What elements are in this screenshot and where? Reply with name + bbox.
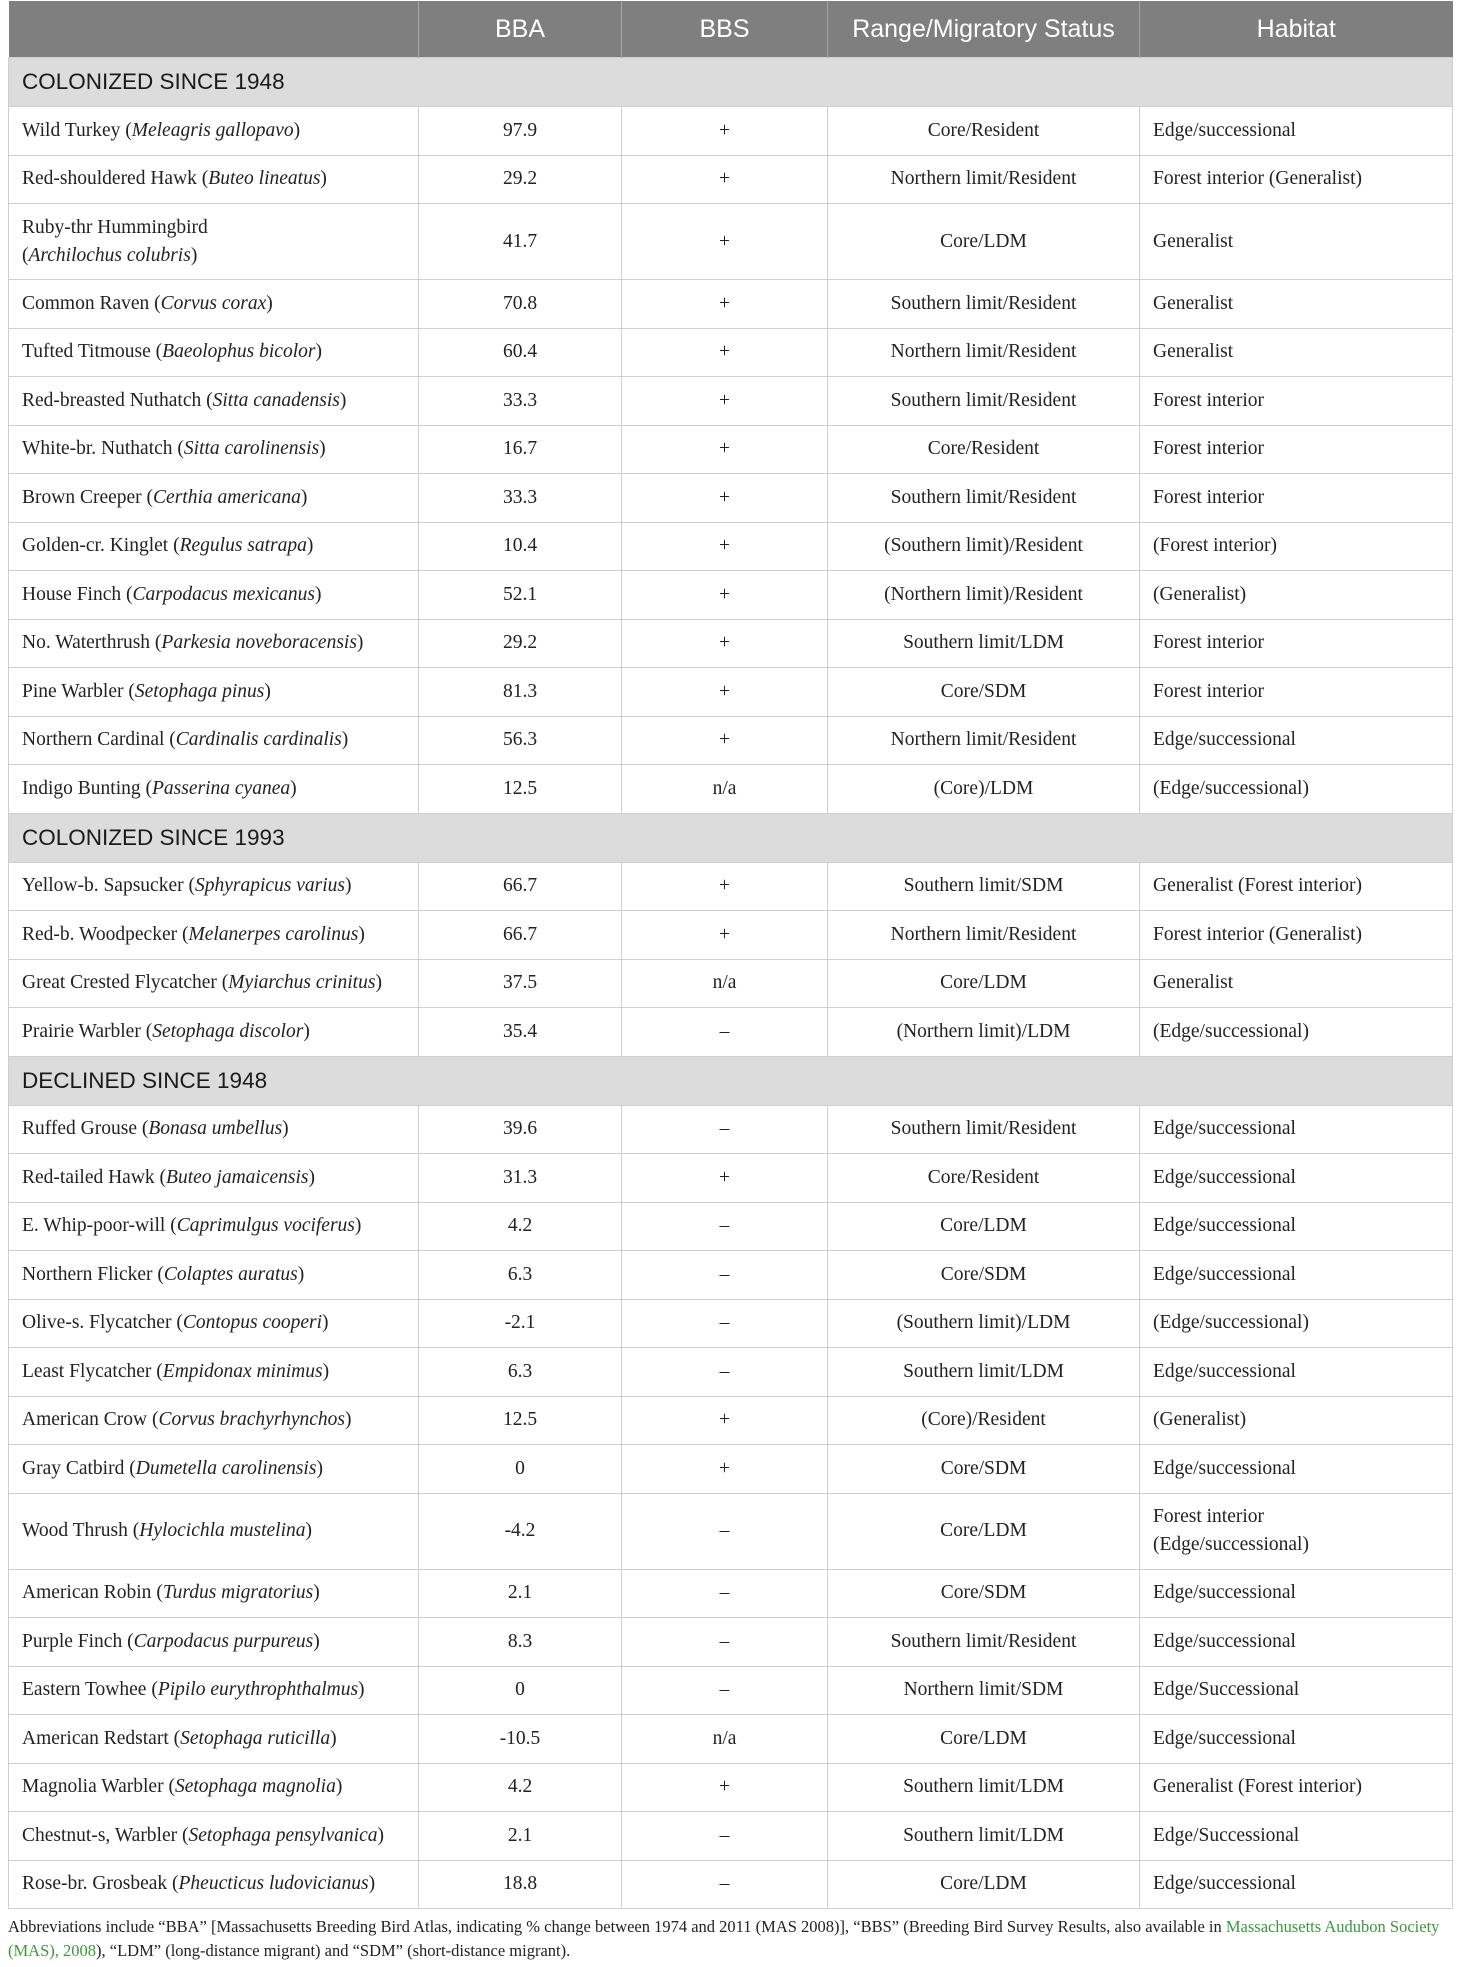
common-name: American Redstart: [22, 1727, 169, 1749]
scientific-name: Caprimulgus vociferus: [176, 1215, 355, 1237]
species-cell: Gray Catbird (Dumetella carolinensis): [9, 1445, 419, 1494]
range-status: Northern limit/Resident: [828, 328, 1140, 377]
species-cell: Wood Thrush (Hylocichla mustelina): [9, 1493, 419, 1569]
common-name: Tufted Titmouse: [22, 341, 151, 363]
table-row: [9, 1299, 1453, 1348]
habitat: Forest interior: [1140, 474, 1453, 523]
common-name: E. Whip-poor-will: [22, 1215, 166, 1237]
footnote-text-after: ), “LDM” (long-distance migrant) and “SDM” (short-distance migrant).: [96, 1941, 571, 1960]
species-cell: Great Crested Flycatcher (Myiarchus crinitus): [9, 959, 419, 1008]
range-status: Northern limit/SDM: [828, 1666, 1140, 1715]
bbs-value: +: [622, 1763, 828, 1812]
section-title: COLONIZED SINCE 1993: [9, 813, 1453, 862]
bbs-value: –: [622, 1618, 828, 1667]
species-cell: American Redstart (Setophaga ruticilla): [9, 1715, 419, 1764]
footnote-link[interactable]: Massachusetts Audubon Society (MAS), 2008: [8, 1917, 1440, 1960]
table-row: [9, 668, 1453, 717]
species-cell: Red-tailed Hawk (Buteo jamaicensis): [9, 1154, 419, 1203]
scientific-name: Pheucticus ludovicianus: [178, 1873, 369, 1895]
bba-value: 37.5: [419, 959, 622, 1008]
species-cell: Magnolia Warbler (Setophaga magnolia): [9, 1763, 419, 1812]
habitat: Generalist (Forest interior): [1140, 1763, 1453, 1812]
range-status: (Southern limit)/LDM: [828, 1299, 1140, 1348]
habitat: Forest interior: [1140, 425, 1453, 474]
species-cell: Indigo Bunting (Passerina cyanea): [9, 765, 419, 814]
species-cell: Pine Warbler (Setophaga pinus): [9, 668, 419, 717]
scientific-name: Sitta canadensis: [212, 389, 340, 411]
scientific-name: Buteo jamaicensis: [166, 1166, 309, 1188]
species-cell: Olive-s. Flycatcher (Contopus cooperi): [9, 1299, 419, 1348]
species-cell: Ruby-thr Hummingbird (Archilochus colubris): [9, 204, 419, 280]
common-name: Common Raven: [22, 292, 150, 314]
table-row: [9, 1569, 1453, 1618]
bbs-value: +: [622, 377, 828, 426]
table-row: [9, 1812, 1453, 1861]
bbs-value: +: [622, 668, 828, 717]
scientific-name: Setophaga magnolia: [174, 1776, 336, 1798]
bba-value: 4.2: [419, 1202, 622, 1251]
species-cell: Tufted Titmouse (Baeolophus bicolor): [9, 328, 419, 377]
scientific-name: Setophaga pensylvanica: [188, 1824, 378, 1846]
common-name: Northern Cardinal: [22, 729, 165, 751]
range-status: Northern limit/Resident: [828, 155, 1140, 204]
scientific-name: Carpodacus mexicanus: [132, 583, 316, 605]
habitat: (Edge/successional): [1140, 1299, 1453, 1348]
common-name: Northern Flicker: [22, 1263, 153, 1285]
species-cell: Rose-br. Grosbeak (Pheucticus ludovicianus): [9, 1860, 419, 1909]
table-row: [9, 377, 1453, 426]
range-status: Core/LDM: [828, 1715, 1140, 1764]
common-name: Red-breasted Nuthatch: [22, 389, 202, 411]
common-name: Least Flycatcher: [22, 1360, 152, 1382]
habitat: Forest interior (Generalist): [1140, 155, 1453, 204]
species-cell: Prairie Warbler (Setophaga discolor): [9, 1008, 419, 1057]
scientific-name: Setophaga pinus: [134, 680, 265, 702]
bbs-value: –: [622, 1860, 828, 1909]
bbs-value: –: [622, 1493, 828, 1569]
header-habitat: Habitat: [1140, 1, 1453, 58]
range-status: Southern limit/SDM: [828, 862, 1140, 911]
scientific-name: Passerina cyanea: [152, 777, 291, 799]
bbs-value: +: [622, 204, 828, 280]
common-name: House Finch: [22, 583, 122, 605]
habitat: Edge/successional: [1140, 1154, 1453, 1203]
habitat: Edge/successional: [1140, 1569, 1453, 1618]
habitat: Edge/successional: [1140, 1445, 1453, 1494]
table-row: [9, 1763, 1453, 1812]
species-cell: Red-breasted Nuthatch (Sitta canadensis): [9, 377, 419, 426]
header-species: [9, 1, 419, 58]
table-row: [9, 1008, 1453, 1057]
table-row: [9, 1154, 1453, 1203]
common-name: Wood Thrush: [22, 1520, 128, 1541]
table-row: [9, 107, 1453, 156]
table-row: [9, 1251, 1453, 1300]
range-status: Core/LDM: [828, 204, 1140, 280]
table-row: [9, 1493, 1453, 1569]
bba-value: 52.1: [419, 571, 622, 620]
bbs-value: +: [622, 280, 828, 329]
scientific-name: Baeolophus bicolor: [162, 341, 316, 363]
bbs-value: n/a: [622, 1715, 828, 1764]
scientific-name: Colaptes auratus: [163, 1263, 298, 1285]
range-status: (Core)/Resident: [828, 1396, 1140, 1445]
scientific-name: Certhia americana: [153, 486, 301, 508]
range-status: Core/SDM: [828, 1251, 1140, 1300]
bbs-value: n/a: [622, 959, 828, 1008]
habitat: Forest interior (Edge/successional): [1140, 1493, 1453, 1569]
scientific-name: Setophaga discolor: [152, 1020, 304, 1042]
habitat: Edge/successional: [1140, 1105, 1453, 1154]
common-name: Chestnut-s, Warbler: [22, 1824, 178, 1846]
table-row: [9, 765, 1453, 814]
table-row: [9, 425, 1453, 474]
species-cell: Brown Creeper (Certhia americana): [9, 474, 419, 523]
habitat: (Generalist): [1140, 1396, 1453, 1445]
table-row: [9, 474, 1453, 523]
table-row: [9, 328, 1453, 377]
bbs-value: +: [622, 328, 828, 377]
species-cell: Chestnut-s, Warbler (Setophaga pensylvanica): [9, 1812, 419, 1861]
bba-value: 6.3: [419, 1251, 622, 1300]
common-name: Great Crested Flycatcher: [22, 972, 217, 994]
species-cell: Northern Flicker (Colaptes auratus): [9, 1251, 419, 1300]
common-name: American Crow: [22, 1409, 148, 1431]
range-status: Core/LDM: [828, 1493, 1140, 1569]
bba-value: 35.4: [419, 1008, 622, 1057]
table-row: [9, 571, 1453, 620]
range-status: Southern limit/LDM: [828, 1812, 1140, 1861]
bbs-value: +: [622, 425, 828, 474]
bbs-value: –: [622, 1202, 828, 1251]
habitat: Edge/successional: [1140, 1618, 1453, 1667]
bbs-value: +: [622, 571, 828, 620]
common-name: Red-shouldered Hawk: [22, 168, 197, 190]
species-cell: Wild Turkey (Meleagris gallopavo): [9, 107, 419, 156]
table-row: [9, 1860, 1453, 1909]
common-name: Eastern Towhee: [22, 1679, 147, 1701]
habitat: Forest interior: [1140, 668, 1453, 717]
common-name: Brown Creeper: [22, 486, 142, 508]
range-status: Southern limit/Resident: [828, 474, 1140, 523]
range-status: Northern limit/Resident: [828, 911, 1140, 960]
table-row: [9, 1715, 1453, 1764]
footnote-text-before: Abbreviations include “BBA” [Massachusetts Breeding Bird Atlas, indicating % change between 1974 and 2011 (MAS 2008)], “BBS” (Breeding Bird Survey Results, also available in: [8, 1917, 1226, 1936]
bbs-value: +: [622, 911, 828, 960]
common-name: No. Waterthrush: [22, 632, 151, 654]
bba-value: 56.3: [419, 716, 622, 765]
bbs-value: –: [622, 1008, 828, 1057]
species-cell: Purple Finch (Carpodacus purpureus): [9, 1618, 419, 1667]
species-cell: American Robin (Turdus migratorius): [9, 1569, 419, 1618]
bba-value: 18.8: [419, 1860, 622, 1909]
range-status: Southern limit/LDM: [828, 1763, 1140, 1812]
table-row: [9, 1618, 1453, 1667]
bba-value: -10.5: [419, 1715, 622, 1764]
habitat: Generalist: [1140, 328, 1453, 377]
common-name: Yellow-b. Sapsucker: [22, 875, 184, 897]
table-row: [9, 522, 1453, 571]
habitat: Edge/successional: [1140, 1860, 1453, 1909]
habitat: Generalist (Forest interior): [1140, 862, 1453, 911]
bba-value: 66.7: [419, 911, 622, 960]
table-header: [9, 1, 1453, 58]
range-status: Southern limit/Resident: [828, 280, 1140, 329]
range-status: Southern limit/LDM: [828, 1348, 1140, 1397]
table-row: [9, 911, 1453, 960]
bba-value: 10.4: [419, 522, 622, 571]
scientific-name: Meleagris gallopavo: [131, 119, 294, 141]
bba-value: 2.1: [419, 1812, 622, 1861]
scientific-name: Buteo lineatus: [208, 168, 321, 190]
species-cell: Red-shouldered Hawk (Buteo lineatus): [9, 155, 419, 204]
habitat: Forest interior: [1140, 377, 1453, 426]
species-table: [8, 1, 1453, 1909]
species-cell: E. Whip-poor-will (Caprimulgus vociferus): [9, 1202, 419, 1251]
header-bbs: BBS: [622, 1, 828, 58]
common-name: Pine Warbler: [22, 680, 124, 702]
common-name: White-br. Nuthatch: [22, 438, 173, 460]
range-status: Southern limit/Resident: [828, 1618, 1140, 1667]
habitat: Generalist: [1140, 280, 1453, 329]
common-name: Magnolia Warbler: [22, 1776, 164, 1798]
bbs-value: +: [622, 522, 828, 571]
scientific-name: Contopus cooperi: [182, 1312, 323, 1334]
bba-value: -2.1: [419, 1299, 622, 1348]
range-status: (Core)/LDM: [828, 765, 1140, 814]
bba-value: 12.5: [419, 765, 622, 814]
scientific-name: Sitta carolinensis: [183, 438, 320, 460]
bba-value: -4.2: [419, 1493, 622, 1569]
scientific-name: Bonasa umbellus: [148, 1118, 283, 1140]
habitat: Edge/successional: [1140, 1715, 1453, 1764]
table-row: [9, 1445, 1453, 1494]
bba-value: 12.5: [419, 1396, 622, 1445]
table-row: [9, 155, 1453, 204]
habitat: Edge/successional: [1140, 1251, 1453, 1300]
common-name: American Robin: [22, 1582, 152, 1604]
bba-value: 41.7: [419, 204, 622, 280]
bba-value: 8.3: [419, 1618, 622, 1667]
range-status: Core/Resident: [828, 1154, 1140, 1203]
bba-value: 6.3: [419, 1348, 622, 1397]
table-row: [9, 1666, 1453, 1715]
section-header-row: [9, 1056, 1453, 1105]
table-row: [9, 1105, 1453, 1154]
habitat: Generalist: [1140, 204, 1453, 280]
bba-value: 39.6: [419, 1105, 622, 1154]
common-name: Red-tailed Hawk: [22, 1166, 155, 1188]
range-status: Core/LDM: [828, 1202, 1140, 1251]
range-status: Southern limit/Resident: [828, 1105, 1140, 1154]
bbs-value: +: [622, 474, 828, 523]
bbs-value: +: [622, 716, 828, 765]
scientific-name: Archilochus colubris: [28, 244, 191, 266]
bba-value: 2.1: [419, 1569, 622, 1618]
species-cell: Red-b. Woodpecker (Melanerpes carolinus): [9, 911, 419, 960]
bbs-value: –: [622, 1251, 828, 1300]
scientific-name: Empidonax minimus: [162, 1360, 323, 1382]
habitat: Edge/successional: [1140, 1348, 1453, 1397]
table-row: [9, 204, 1453, 280]
species-cell: Northern Cardinal (Cardinalis cardinalis): [9, 716, 419, 765]
scientific-name: Carpodacus purpureus: [133, 1630, 314, 1652]
bba-value: 33.3: [419, 474, 622, 523]
bba-value: 4.2: [419, 1763, 622, 1812]
habitat: Edge/successional: [1140, 107, 1453, 156]
bba-value: 16.7: [419, 425, 622, 474]
species-cell: Ruffed Grouse (Bonasa umbellus): [9, 1105, 419, 1154]
table-row: [9, 1396, 1453, 1445]
table-row: [9, 862, 1453, 911]
habitat: Forest interior: [1140, 619, 1453, 668]
scientific-name: Dumetella carolinensis: [135, 1457, 317, 1479]
common-name: Prairie Warbler: [22, 1020, 141, 1042]
species-cell: Least Flycatcher (Empidonax minimus): [9, 1348, 419, 1397]
scientific-name: Setophaga ruticilla: [180, 1727, 331, 1749]
common-name: Rose-br. Grosbeak: [22, 1873, 168, 1895]
common-name: Red-b. Woodpecker: [22, 923, 178, 945]
bba-value: 0: [419, 1666, 622, 1715]
section-title: COLONIZED SINCE 1948: [9, 58, 1453, 107]
table-row: [9, 1348, 1453, 1397]
bba-value: 97.9: [419, 107, 622, 156]
footnote: [8, 1915, 1452, 1963]
table-body: [9, 58, 1453, 1909]
bba-value: 31.3: [419, 1154, 622, 1203]
bbs-value: +: [622, 1154, 828, 1203]
common-name: Gray Catbird: [22, 1457, 125, 1479]
table-row: [9, 959, 1453, 1008]
habitat: Generalist: [1140, 959, 1453, 1008]
range-status: Northern limit/Resident: [828, 716, 1140, 765]
table-row: [9, 716, 1453, 765]
species-cell: House Finch (Carpodacus mexicanus): [9, 571, 419, 620]
bba-value: 33.3: [419, 377, 622, 426]
bbs-value: –: [622, 1348, 828, 1397]
species-cell: Yellow-b. Sapsucker (Sphyrapicus varius): [9, 862, 419, 911]
bbs-value: +: [622, 619, 828, 668]
bba-value: 60.4: [419, 328, 622, 377]
table-row: [9, 280, 1453, 329]
range-status: Southern limit/Resident: [828, 377, 1140, 426]
bbs-value: +: [622, 1445, 828, 1494]
common-name: Golden-cr. Kinglet: [22, 535, 169, 557]
range-status: Core/Resident: [828, 107, 1140, 156]
habitat: (Edge/successional): [1140, 765, 1453, 814]
habitat: (Forest interior): [1140, 522, 1453, 571]
bbs-value: +: [622, 155, 828, 204]
common-name: Ruffed Grouse: [22, 1118, 137, 1140]
range-status: Core/LDM: [828, 959, 1140, 1008]
habitat: Forest interior (Generalist): [1140, 911, 1453, 960]
bbs-value: –: [622, 1569, 828, 1618]
bba-value: 81.3: [419, 668, 622, 717]
species-cell: Common Raven (Corvus corax): [9, 280, 419, 329]
header-range: Range/Migratory Status: [828, 1, 1140, 58]
range-status: Core/SDM: [828, 1445, 1140, 1494]
habitat: Edge/successional: [1140, 1202, 1453, 1251]
range-status: Core/SDM: [828, 1569, 1140, 1618]
bbs-value: +: [622, 107, 828, 156]
species-cell: White-br. Nuthatch (Sitta carolinensis): [9, 425, 419, 474]
scientific-name: Hylocichla mustelina: [139, 1520, 306, 1541]
common-name: Wild Turkey: [22, 119, 121, 141]
habitat: (Generalist): [1140, 571, 1453, 620]
species-cell: Eastern Towhee (Pipilo eurythrophthalmus): [9, 1666, 419, 1715]
species-cell: Golden-cr. Kinglet (Regulus satrapa): [9, 522, 419, 571]
common-name: Indigo Bunting: [22, 777, 141, 799]
habitat: Edge/Successional: [1140, 1666, 1453, 1715]
scientific-name: Corvus corax: [160, 292, 267, 314]
common-name: Ruby-thr Hummingbird: [22, 216, 208, 238]
habitat: (Edge/successional): [1140, 1008, 1453, 1057]
scientific-name: Myiarchus crinitus: [228, 972, 376, 994]
table-row: [9, 619, 1453, 668]
range-status: Core/LDM: [828, 1860, 1140, 1909]
bba-value: 29.2: [419, 619, 622, 668]
bba-value: 0: [419, 1445, 622, 1494]
section-title: DECLINED SINCE 1948: [9, 1056, 1453, 1105]
scientific-name: Melanerpes carolinus: [188, 923, 359, 945]
bbs-value: +: [622, 862, 828, 911]
range-status: (Northern limit)/Resident: [828, 571, 1140, 620]
bba-value: 29.2: [419, 155, 622, 204]
scientific-name: Cardinalis cardinalis: [175, 729, 342, 751]
bba-value: 70.8: [419, 280, 622, 329]
scientific-name: Turdus migratorius: [162, 1582, 314, 1604]
table-row: [9, 1202, 1453, 1251]
bba-value: 66.7: [419, 862, 622, 911]
scientific-name: Regulus satrapa: [179, 535, 307, 557]
range-status: Core/Resident: [828, 425, 1140, 474]
species-cell: No. Waterthrush (Parkesia noveboracensis): [9, 619, 419, 668]
habitat: Edge/successional: [1140, 716, 1453, 765]
bbs-value: +: [622, 1396, 828, 1445]
range-status: (Northern limit)/LDM: [828, 1008, 1140, 1057]
scientific-name: Sphyrapicus varius: [194, 875, 345, 897]
bbs-value: –: [622, 1105, 828, 1154]
bbs-value: n/a: [622, 765, 828, 814]
common-name: Purple Finch: [22, 1630, 123, 1652]
species-cell: American Crow (Corvus brachyrhynchos): [9, 1396, 419, 1445]
range-status: (Southern limit)/Resident: [828, 522, 1140, 571]
range-status: Southern limit/LDM: [828, 619, 1140, 668]
section-header-row: [9, 813, 1453, 862]
range-status: Core/SDM: [828, 668, 1140, 717]
scientific-name: Corvus brachyrhynchos: [158, 1409, 345, 1431]
bbs-value: –: [622, 1666, 828, 1715]
scientific-name: Pipilo eurythrophthalmus: [157, 1679, 359, 1701]
common-name: Olive-s. Flycatcher: [22, 1312, 172, 1334]
habitat: Edge/Successional: [1140, 1812, 1453, 1861]
scientific-name: Parkesia noveboracensis: [161, 632, 357, 654]
bbs-value: –: [622, 1299, 828, 1348]
species-table-container: [8, 1, 1452, 1909]
bbs-value: –: [622, 1812, 828, 1861]
header-bba: BBA: [419, 1, 622, 58]
section-header-row: [9, 58, 1453, 107]
